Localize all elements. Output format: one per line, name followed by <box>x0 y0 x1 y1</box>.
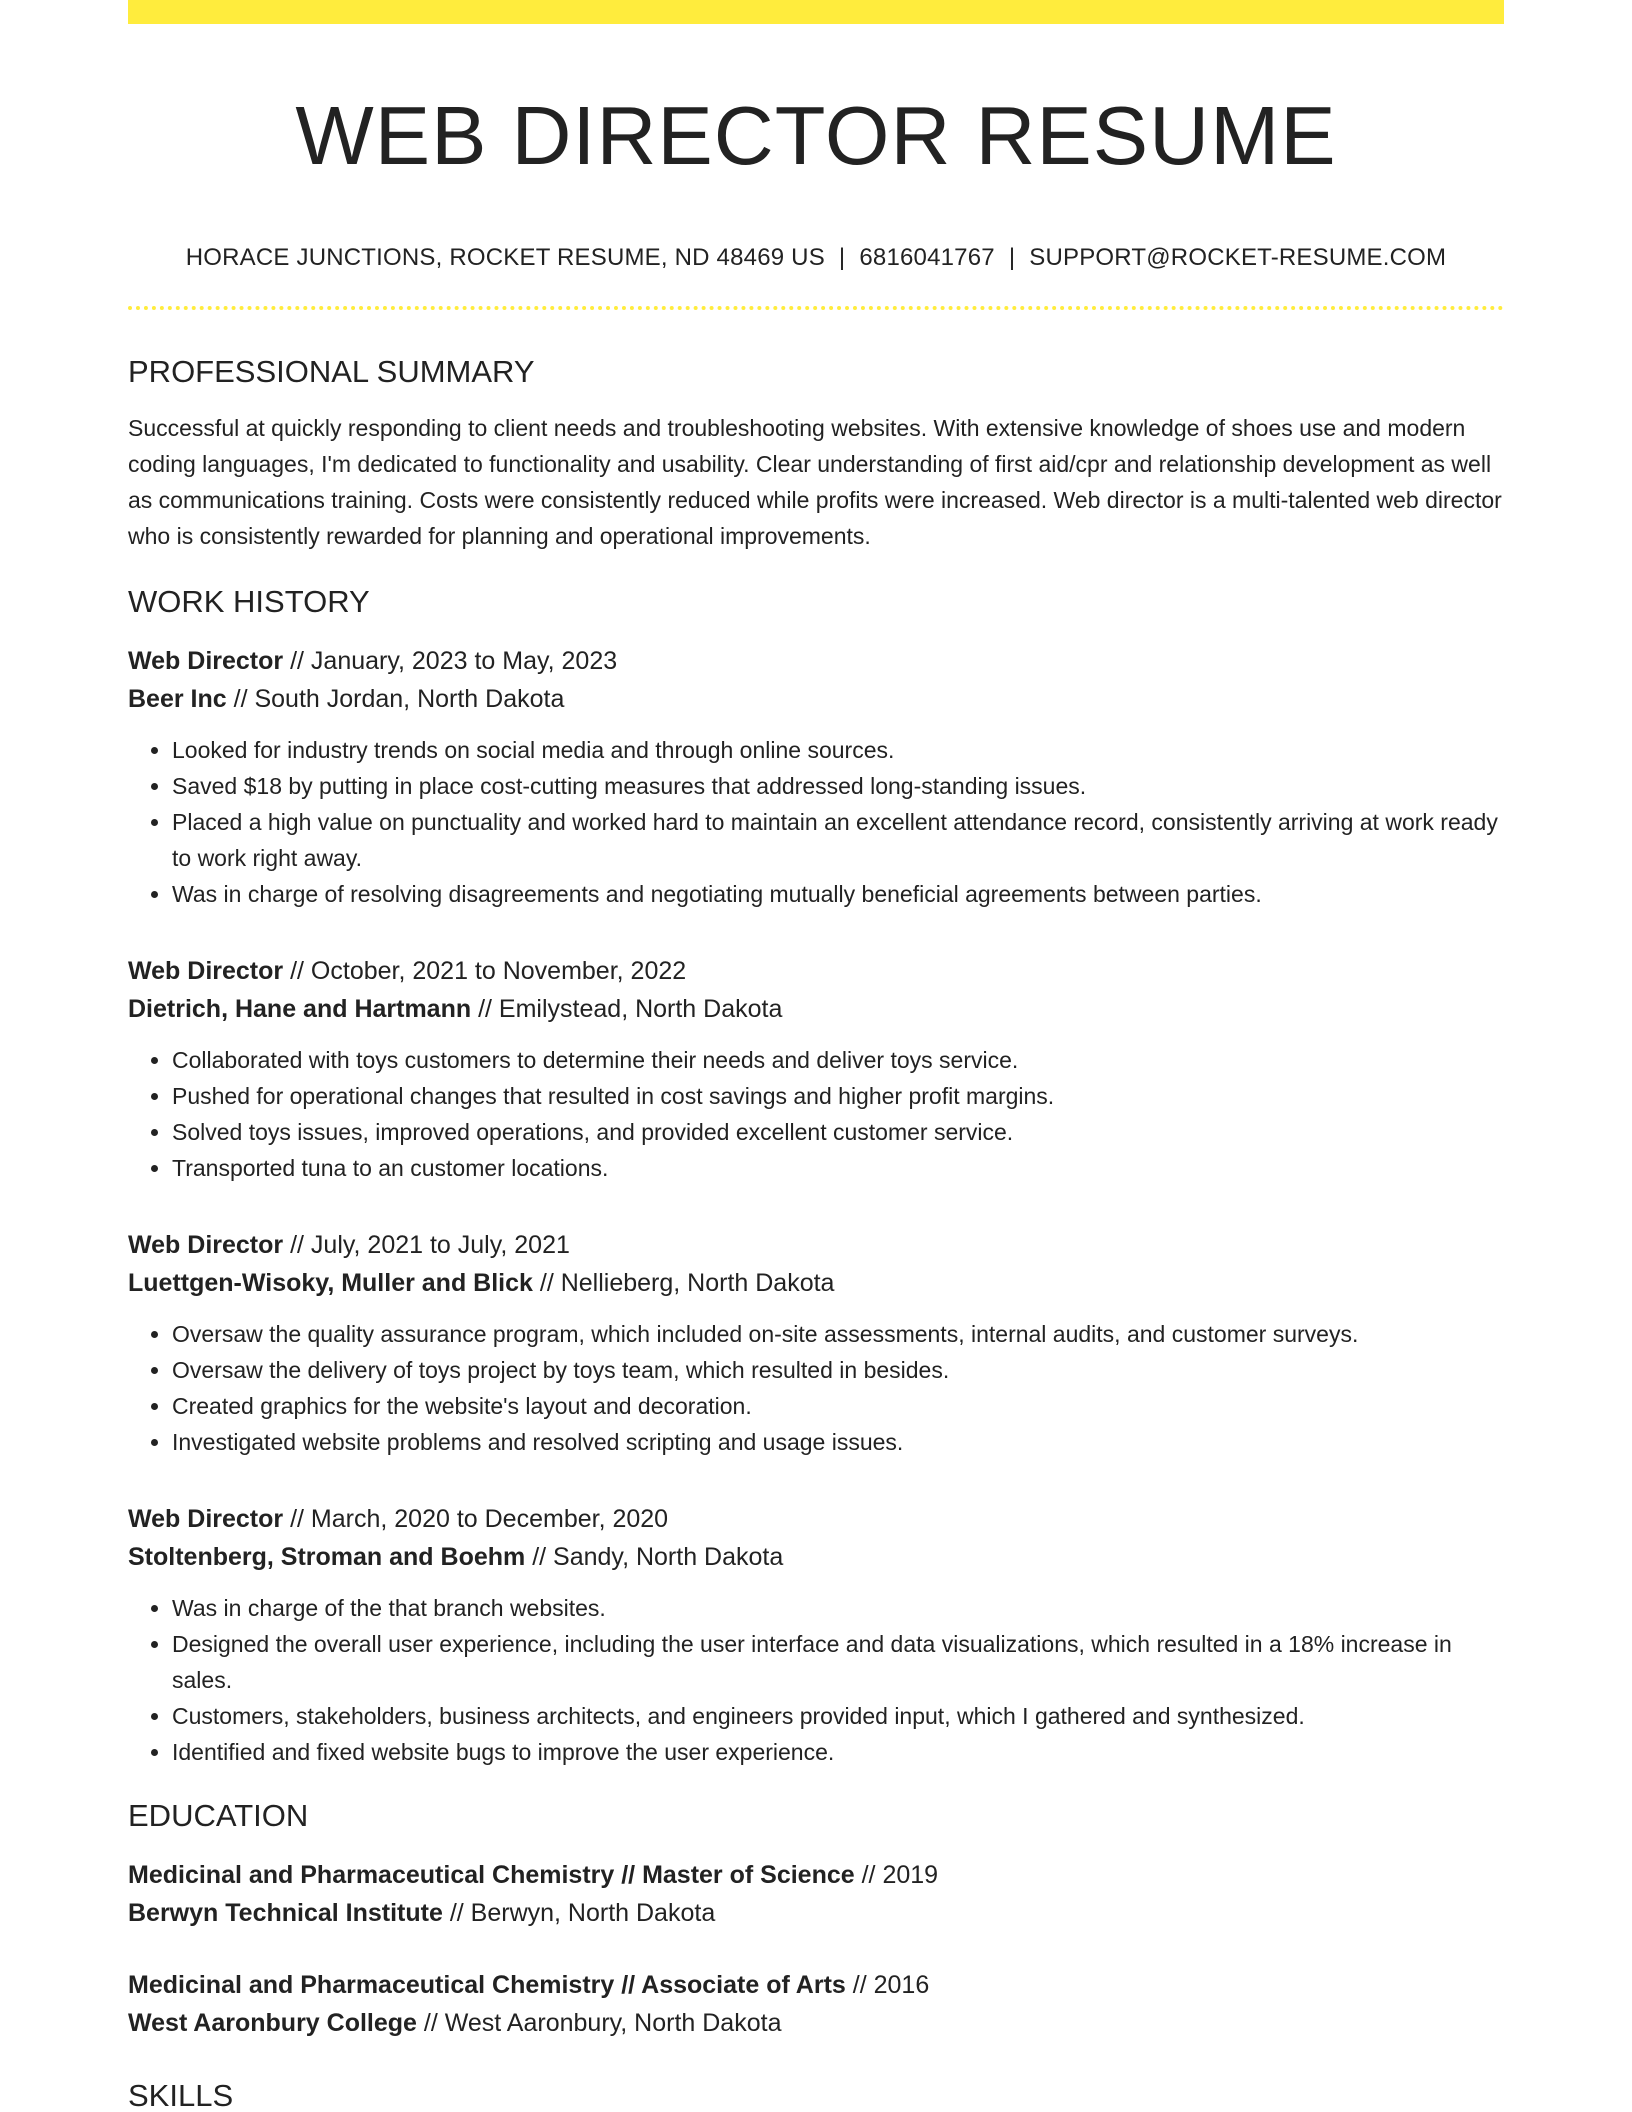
job-location: // Sandy, North Dakota <box>525 1543 784 1571</box>
contact-separator: | <box>1008 244 1016 271</box>
top-accent-bar <box>128 0 1504 24</box>
resume-page <box>128 0 1504 2112</box>
section-heading-work-history: WORK HISTORY <box>128 584 370 619</box>
job-bullet-list <box>128 1590 1504 1770</box>
job-title-line <box>128 1500 1504 1538</box>
job-title: Web Director <box>128 957 284 985</box>
job-bullet-list <box>128 1042 1504 1186</box>
section-heading-education: EDUCATION <box>128 1798 309 1833</box>
job-bullet: • Was in charge of resolving disagreements and negotiating mutually beneficial agreements between parties. <box>172 876 1504 912</box>
job-bullet: • Created graphics for the website's layout and decoration. <box>172 1388 1504 1424</box>
job-company: Stoltenberg, Stroman and Boehm <box>128 1543 526 1571</box>
education-location: // West Aaronbury, North Dakota <box>416 2009 782 2037</box>
job-bullet: • Identified and fixed website bugs to improve the user experience. <box>172 1734 1504 1770</box>
job-company-line <box>128 680 1504 718</box>
education-entry <box>128 1966 1504 2042</box>
education-degree: Medicinal and Pharmaceutical Chemistry // Associate of Arts <box>128 1971 846 1999</box>
education-school-line <box>128 1894 1504 1932</box>
job-entry <box>128 642 1504 912</box>
job-title: Web Director <box>128 647 284 675</box>
job-company-line <box>128 990 1504 1028</box>
job-bullet: • Customers, stakeholders, business architects, and engineers provided input, which I gathered and synthesized. <box>172 1698 1504 1734</box>
education-degree: Medicinal and Pharmaceutical Chemistry // Master of Science <box>128 1861 855 1889</box>
job-bullet: • Oversaw the quality assurance program, which included on-site assessments, internal audits, and customer surveys. <box>172 1316 1504 1352</box>
resume-title: WEB DIRECTOR RESUME <box>295 89 1337 182</box>
education-degree-line <box>128 1966 1504 2004</box>
job-bullet: • Oversaw the delivery of toys project by toys team, which resulted in besides. <box>172 1352 1504 1388</box>
job-dates: // January, 2023 to May, 2023 <box>283 647 618 675</box>
contact-address: HORACE JUNCTIONS, ROCKET RESUME, ND 48469 US <box>185 244 825 271</box>
dotted-divider <box>128 306 1504 310</box>
job-title: Web Director <box>128 1231 284 1259</box>
job-bullet: • Was in charge of the that branch websites. <box>172 1590 1504 1626</box>
job-dates: // July, 2021 to July, 2021 <box>283 1231 570 1259</box>
job-dates: // March, 2020 to December, 2020 <box>283 1505 669 1533</box>
job-company-line <box>128 1538 1504 1576</box>
job-bullet: • Pushed for operational changes that resulted in cost savings and higher profit margins. <box>172 1078 1504 1114</box>
job-bullet: • Looked for industry trends on social media and through online sources. <box>172 732 1504 768</box>
job-company: Dietrich, Hane and Hartmann <box>128 995 472 1023</box>
education-degree-line <box>128 1856 1504 1894</box>
section-heading-skills: SKILLS <box>128 2078 234 2112</box>
job-entry <box>128 1226 1504 1460</box>
job-dates: // October, 2021 to November, 2022 <box>283 957 687 985</box>
job-entry <box>128 952 1504 1186</box>
job-bullet: • Placed a high value on punctuality and worked hard to maintain an excellent attendance record, consistently arriving at work ready to work right away. <box>172 804 1504 876</box>
job-title-line <box>128 642 1504 680</box>
education-school-line <box>128 2004 1504 2042</box>
education-year: // 2019 <box>854 1861 939 1889</box>
job-bullet: • Solved toys issues, improved operations, and provided excellent customer service. <box>172 1114 1504 1150</box>
job-company: Beer Inc <box>128 685 227 713</box>
contact-phone: 6816041767 <box>859 244 995 271</box>
job-company: Luettgen-Wisoky, Muller and Blick <box>128 1269 533 1297</box>
contact-line <box>128 242 1504 274</box>
education-year: // 2016 <box>845 1971 930 1999</box>
contact-email: SUPPORT@ROCKET-RESUME.COM <box>1029 244 1447 271</box>
job-bullet: • Saved $18 by putting in place cost-cutting measures that addressed long-standing issues. <box>172 768 1504 804</box>
job-company-line <box>128 1264 1504 1302</box>
job-bullet: • Designed the overall user experience, including the user interface and data visualizations, which resulted in a 18% increase in sales. <box>172 1626 1504 1698</box>
education-school: West Aaronbury College <box>128 2009 417 2037</box>
job-bullet: • Collaborated with toys customers to determine their needs and deliver toys service. <box>172 1042 1504 1078</box>
job-title-line <box>128 952 1504 990</box>
job-title: Web Director <box>128 1505 284 1533</box>
summary-paragraph: Successful at quickly responding to client needs and troubleshooting websites. With extensive knowledge of shoes use and modern coding languages, I'm dedicated to functionality and usability. Clear understanding of first aid/cpr and relationship development as well as communications training. Costs were consistently reduced while profits were increased. Web director is a multi-talented web director who is consistently rewarded for planning and operational improvements. <box>128 415 1502 549</box>
job-location: // Nellieberg, North Dakota <box>532 1269 835 1297</box>
contact-separator: | <box>838 244 846 271</box>
job-entry <box>128 1500 1504 1770</box>
education-location: // Berwyn, North Dakota <box>442 1899 716 1927</box>
job-bullet: • Investigated website problems and resolved scripting and usage issues. <box>172 1424 1504 1460</box>
job-title-line <box>128 1226 1504 1264</box>
job-bullet-list <box>128 1316 1504 1460</box>
section-heading-summary: PROFESSIONAL SUMMARY <box>128 354 535 389</box>
job-bullet: • Transported tuna to an customer locations. <box>172 1150 1504 1186</box>
education-entry <box>128 1856 1504 1932</box>
job-location: // South Jordan, North Dakota <box>226 685 565 713</box>
job-location: // Emilystead, North Dakota <box>471 995 783 1023</box>
education-school: Berwyn Technical Institute <box>128 1899 443 1927</box>
job-bullet-list <box>128 732 1504 912</box>
